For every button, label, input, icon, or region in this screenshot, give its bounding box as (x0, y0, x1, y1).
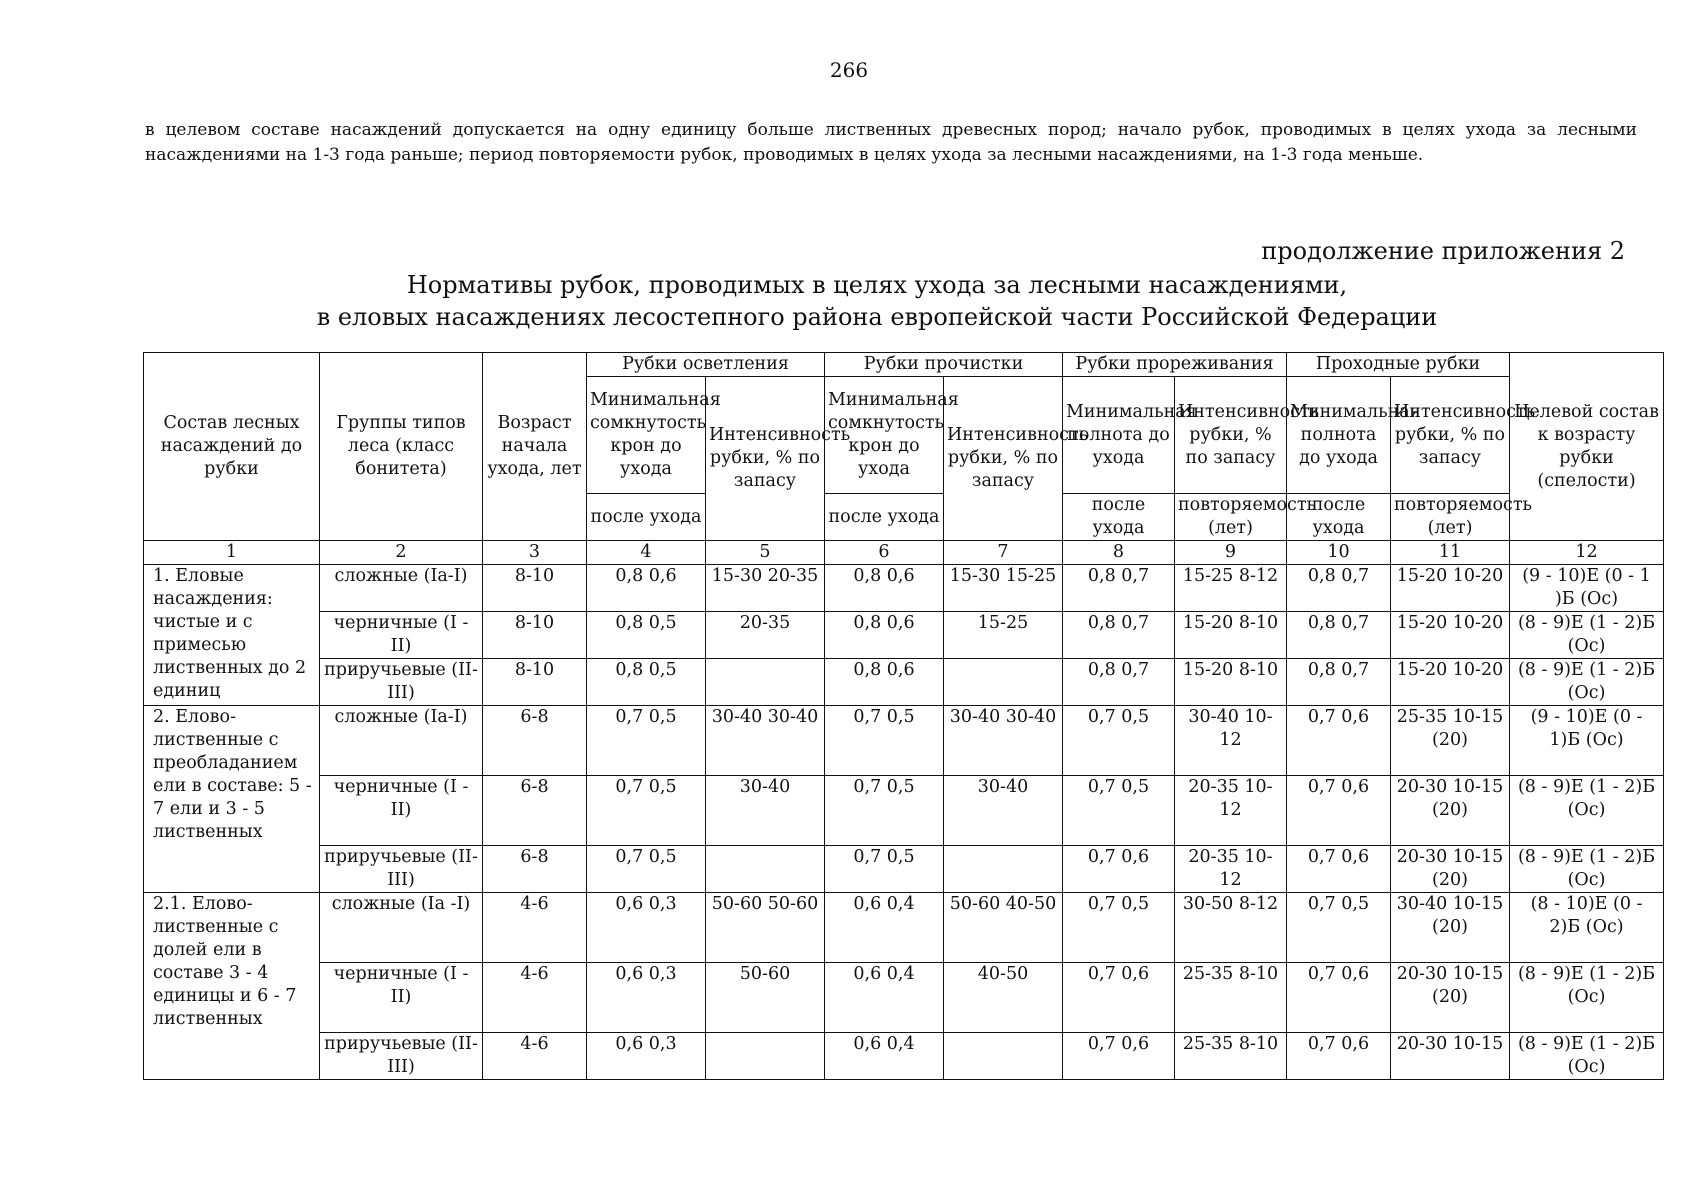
table-title-line-1: Нормативы рубок, проводимых в целях ухода за лесными насаждениями, (406, 271, 1348, 299)
value-cell (944, 846, 1063, 893)
start-age-cell: 8-10 (483, 612, 587, 659)
header-intensity: Интенсивность рубки, % по запасу (944, 377, 1063, 541)
value-cell: 0,7 0,6 (1287, 963, 1391, 1033)
value-cell: 0,8 0,6 (825, 659, 944, 706)
target-cell: (9 - 10)Е (0 - 1 )Б (Ос) (1510, 565, 1664, 612)
column-number: 12 (1510, 541, 1664, 565)
column-number: 9 (1175, 541, 1287, 565)
value-cell: 15-30 20-35 (706, 565, 825, 612)
value-cell: 30-50 8-12 (1175, 893, 1287, 963)
value-cell: 0,7 0,5 (587, 706, 706, 776)
intro-paragraph: в целевом составе насаждений допускается на одну единицу больше лиственных древесных пород; начало рубок, проводимых в целях ухода за лесными насаждениями на 1-3 года раньше; период повторяемости рубок, проводимых в целях ухода за лесными насаждениями, на 1-3 года меньше. (145, 120, 1637, 165)
value-cell: 0,8 0,6 (587, 565, 706, 612)
value-cell: 0,7 0,5 (1287, 893, 1391, 963)
header-start-age: Возраст начала ухода, лет (483, 353, 587, 541)
composition-cell: 2.1. Елово-лиственные с долей ели в составе 3 - 4 единицы и 6 - 7 лиственных (144, 893, 320, 1080)
start-age-cell: 4-6 (483, 963, 587, 1033)
header-intensity: Интенсивность рубки, % по запасу (706, 377, 825, 541)
value-cell: 0,8 0,7 (1287, 565, 1391, 612)
value-cell: 30-40 30-40 (944, 706, 1063, 776)
target-cell: (8 - 10)Е (0 - 2)Б (Ос) (1510, 893, 1664, 963)
column-number: 5 (706, 541, 825, 565)
value-cell: 30-40 (944, 776, 1063, 846)
header-group-clarifying: Рубки осветления (587, 353, 825, 377)
value-cell: 15-25 8-12 (1175, 565, 1287, 612)
forest-group-cell: черничные (I - II) (320, 963, 483, 1033)
forest-group-cell: приручьевые (II-III) (320, 659, 483, 706)
value-cell: 30-40 10-12 (1175, 706, 1287, 776)
table-row (144, 963, 1664, 1033)
forest-group-cell: сложные (Ia -I) (320, 893, 483, 963)
value-cell: 15-30 15-25 (944, 565, 1063, 612)
column-number: 11 (1391, 541, 1510, 565)
value-cell: 0,7 0,5 (1063, 776, 1175, 846)
value-cell: 0,7 0,5 (587, 846, 706, 893)
column-number: 1 (144, 541, 320, 565)
value-cell (706, 846, 825, 893)
target-cell: (8 - 9)Е (1 - 2)Б (Ос) (1510, 963, 1664, 1033)
value-cell: 15-20 10-20 (1391, 612, 1510, 659)
header-group-cleaning: Рубки прочистки (825, 353, 1063, 377)
forest-group-cell: черничные (I - II) (320, 776, 483, 846)
forest-group-cell: черничные (I - II) (320, 612, 483, 659)
composition-cell: 1. Еловые насаждения: чистые и с примесью лиственных до 2 единиц (144, 565, 320, 706)
value-cell: 15-20 10-20 (1391, 659, 1510, 706)
value-cell: 15-25 (944, 612, 1063, 659)
header-after-care: после ухода (587, 494, 706, 541)
header-intensity: Интенсивность рубки, % по запасу (1175, 377, 1287, 494)
value-cell: 0,6 0,3 (587, 1033, 706, 1080)
column-number: 3 (483, 541, 587, 565)
value-cell: 0,8 0,7 (1063, 659, 1175, 706)
value-cell: 0,6 0,3 (587, 963, 706, 1033)
value-cell: 15-20 10-20 (1391, 565, 1510, 612)
header-min-closure: Минимальная сомкнутость крон до ухода (587, 377, 706, 494)
value-cell: 30-40 30-40 (706, 706, 825, 776)
value-cell: 20-30 10-15 (1391, 1033, 1510, 1080)
value-cell: 30-40 10-15 (20) (1391, 893, 1510, 963)
value-cell: 0,7 0,5 (1063, 893, 1175, 963)
target-cell: (9 - 10)Е (0 - 1)Б (Ос) (1510, 706, 1664, 776)
value-cell: 20-35 10-12 (1175, 846, 1287, 893)
table-row (144, 846, 1664, 893)
value-cell: 30-40 (706, 776, 825, 846)
value-cell: 0,7 0,5 (1063, 706, 1175, 776)
column-number: 7 (944, 541, 1063, 565)
table-row (144, 612, 1664, 659)
start-age-cell: 4-6 (483, 893, 587, 963)
start-age-cell: 6-8 (483, 846, 587, 893)
header-after-care: после ухода (1287, 494, 1391, 541)
header-min-density: Минимальная полнота до ухода (1287, 377, 1391, 494)
value-cell: 20-30 10-15 (20) (1391, 963, 1510, 1033)
value-cell: 20-30 10-15 (20) (1391, 846, 1510, 893)
header-group-thinning: Рубки прореживания (1063, 353, 1287, 377)
value-cell: 0,6 0,4 (825, 1033, 944, 1080)
column-number: 4 (587, 541, 706, 565)
column-number: 2 (320, 541, 483, 565)
value-cell: 40-50 (944, 963, 1063, 1033)
header-after-care: после ухода (825, 494, 944, 541)
value-cell: 25-35 8-10 (1175, 963, 1287, 1033)
header-repeat: повторяемость (лет) (1391, 494, 1510, 541)
value-cell: 0,8 0,7 (1063, 565, 1175, 612)
value-cell: 0,8 0,6 (825, 565, 944, 612)
value-cell: 0,8 0,7 (1063, 612, 1175, 659)
start-age-cell: 4-6 (483, 1033, 587, 1080)
value-cell: 0,7 0,6 (1287, 776, 1391, 846)
start-age-cell: 8-10 (483, 659, 587, 706)
value-cell: 0,7 0,6 (1287, 1033, 1391, 1080)
target-cell: (8 - 9)Е (1 - 2)Б (Ос) (1510, 659, 1664, 706)
header-forest-group: Группы типов леса (класс бонитета) (320, 353, 483, 541)
value-cell: 0,7 0,6 (1063, 963, 1175, 1033)
header-repeat: повторяемость (лет) (1175, 494, 1287, 541)
value-cell: 0,8 0,5 (587, 612, 706, 659)
table-row (144, 565, 1664, 612)
value-cell: 50-60 (706, 963, 825, 1033)
value-cell (706, 1033, 825, 1080)
value-cell: 25-35 8-10 (1175, 1033, 1287, 1080)
header-composition: Состав лесных насаждений до рубки (144, 353, 320, 541)
value-cell: 0,8 0,5 (587, 659, 706, 706)
start-age-cell: 6-8 (483, 776, 587, 846)
target-cell: (8 - 9)Е (1 - 2)Б (Ос) (1510, 612, 1664, 659)
header-min-density: Минимальная полнота до ухода (1063, 377, 1175, 494)
value-cell: 0,7 0,5 (825, 706, 944, 776)
value-cell (944, 1033, 1063, 1080)
value-cell: 20-35 10-12 (1175, 776, 1287, 846)
value-cell: 20-30 10-15 (20) (1391, 776, 1510, 846)
forest-group-cell: приручьевые (II-III) (320, 1033, 483, 1080)
target-cell: (8 - 9)Е (1 - 2)Б (Ос) (1510, 846, 1664, 893)
forest-group-cell: сложные (Ia-I) (320, 565, 483, 612)
value-cell: 0,6 0,3 (587, 893, 706, 963)
table-row (144, 893, 1664, 963)
value-cell: 15-20 8-10 (1175, 612, 1287, 659)
value-cell: 0,7 0,5 (825, 846, 944, 893)
page-number: 266 (829, 58, 869, 82)
value-cell: 15-20 8-10 (1175, 659, 1287, 706)
value-cell: 0,8 0,7 (1287, 659, 1391, 706)
header-group-passing: Проходные рубки (1287, 353, 1510, 377)
composition-cell: 2. Елово-лиственные с преобладанием ели в составе: 5 - 7 ели и 3 - 5 лиственных (144, 706, 320, 893)
start-age-cell: 6-8 (483, 706, 587, 776)
column-number: 6 (825, 541, 944, 565)
forest-group-cell: приручьевые (II-III) (320, 846, 483, 893)
value-cell: 0,8 0,7 (1287, 612, 1391, 659)
value-cell: 0,7 0,6 (1063, 1033, 1175, 1080)
start-age-cell: 8-10 (483, 565, 587, 612)
value-cell: 20-35 (706, 612, 825, 659)
forest-group-cell: сложные (Ia-I) (320, 706, 483, 776)
header-target-composition: Целевой состав к возрасту рубки (спелости) (1510, 353, 1664, 541)
table-title-line-2: в еловых насаждениях лесостепного района европейской части Российской Федерации (316, 303, 1438, 331)
header-after-care: после ухода (1063, 494, 1175, 541)
value-cell (944, 659, 1063, 706)
target-cell: (8 - 9)Е (1 - 2)Б (Ос) (1510, 1033, 1664, 1080)
table-row (144, 659, 1664, 706)
header-min-closure: Минимальная сомкнутость крон до ухода (825, 377, 944, 494)
column-number: 10 (1287, 541, 1391, 565)
value-cell: 25-35 10-15 (20) (1391, 706, 1510, 776)
appendix-label: продолжение приложения 2 (1261, 237, 1625, 265)
column-number: 8 (1063, 541, 1175, 565)
table-row (144, 706, 1664, 776)
value-cell (706, 659, 825, 706)
value-cell: 50-60 50-60 (706, 893, 825, 963)
value-cell: 0,7 0,6 (1063, 846, 1175, 893)
value-cell: 0,7 0,5 (825, 776, 944, 846)
target-cell: (8 - 9)Е (1 - 2)Б (Ос) (1510, 776, 1664, 846)
value-cell: 50-60 40-50 (944, 893, 1063, 963)
norms-table (143, 352, 1664, 1080)
header-intensity: Интенсивность рубки, % по запасу (1391, 377, 1510, 494)
value-cell: 0,6 0,4 (825, 893, 944, 963)
value-cell: 0,7 0,6 (1287, 706, 1391, 776)
value-cell: 0,7 0,6 (1287, 846, 1391, 893)
value-cell: 0,7 0,5 (587, 776, 706, 846)
value-cell: 0,6 0,4 (825, 963, 944, 1033)
value-cell: 0,8 0,6 (825, 612, 944, 659)
table-row (144, 776, 1664, 846)
table-row (144, 1033, 1664, 1080)
